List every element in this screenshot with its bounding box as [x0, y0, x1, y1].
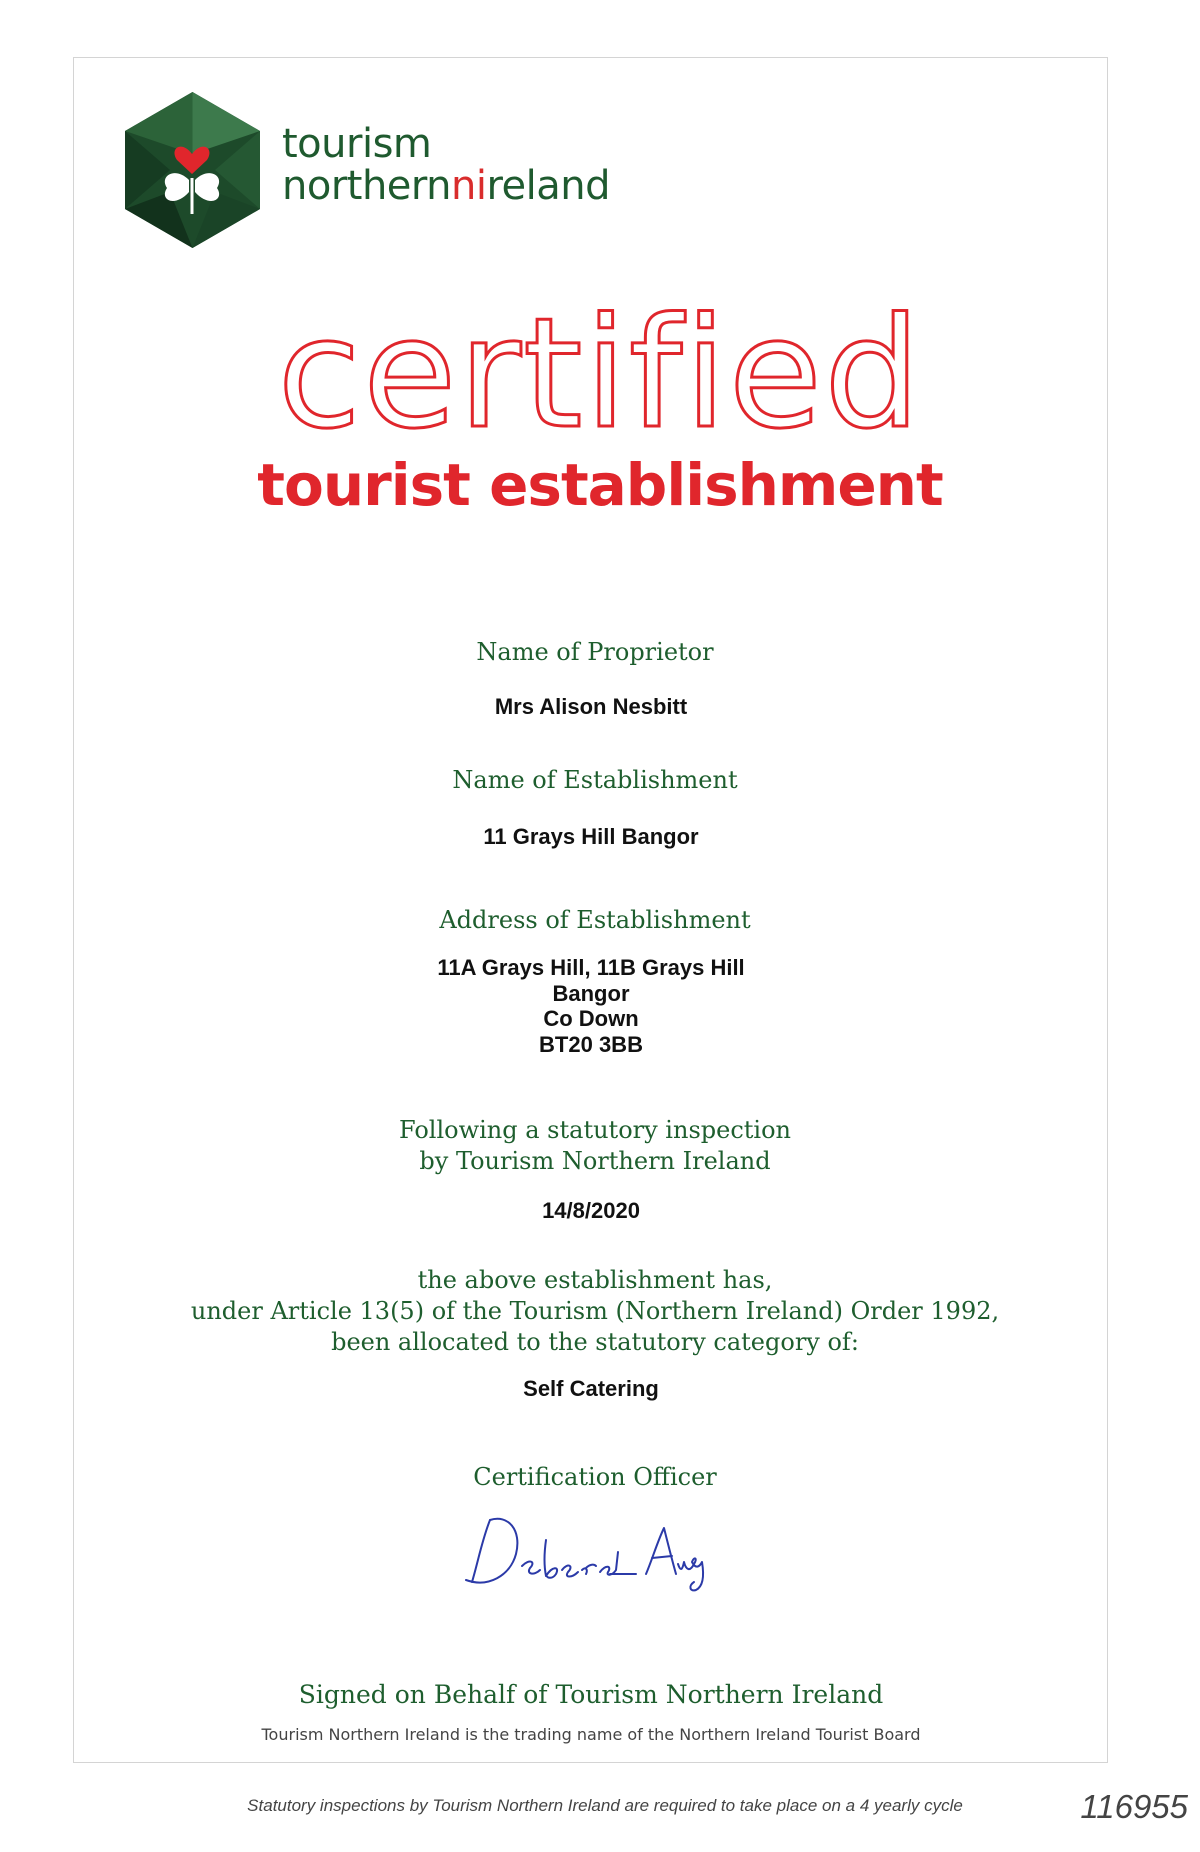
officer-signature [460, 1500, 720, 1600]
brand-reland: reland [486, 163, 611, 209]
shamrock-logo-icon [125, 92, 260, 248]
establishment-value: 11 Grays Hill Bangor [483, 824, 699, 849]
address-label: Address of Establishment [439, 906, 751, 934]
inspection-line-2: by Tourism Northern Ireland [419, 1147, 771, 1175]
address-line-4: BT20 3BB [539, 1032, 643, 1057]
address-line-1: 11A Grays Hill, 11B Grays Hill [437, 955, 745, 980]
brand-line-tourism: tourism [282, 121, 432, 167]
signed-on-behalf: Signed on Behalf of Tourism Northern Ireland [298, 1680, 884, 1709]
brand-ni-highlight: ni [451, 163, 487, 209]
trading-name-note: Tourism Northern Ireland is the trading name of the Northern Ireland Tourist Board [261, 1725, 921, 1744]
brand-line-northernireland [282, 163, 611, 209]
brand-wordmark [282, 121, 611, 209]
brand-northern: northern [282, 163, 452, 209]
category-value: Self Catering [523, 1376, 659, 1401]
tourist-establishment-subtitle: tourist establishment [257, 451, 943, 519]
allocation-line-3: been allocated to the statutory category of: [331, 1328, 859, 1356]
allocation-line-1: the above establishment has, [417, 1266, 773, 1294]
allocation-line-2: under Article 13(5) of the Tourism (Northern Ireland) Order 1992, [190, 1297, 1000, 1325]
proprietor-value: Mrs Alison Nesbitt [494, 694, 688, 719]
officer-label: Certification Officer [473, 1463, 717, 1491]
proprietor-label: Name of Proprietor [476, 638, 714, 666]
certified-title: certified [277, 285, 923, 462]
establishment-label: Name of Establishment [452, 766, 738, 794]
inspection-cycle-note: Statutory inspections by Tourism Northern Ireland are required to take place on a 4 yearly cycle [247, 1796, 963, 1815]
inspection-line-1: Following a statutory inspection [398, 1116, 791, 1144]
certificate-number: 116955 [1080, 1788, 1188, 1825]
address-line-3: Co Down [543, 1006, 639, 1031]
address-line-2: Bangor [552, 981, 630, 1006]
inspection-date: 14/8/2020 [542, 1198, 640, 1223]
